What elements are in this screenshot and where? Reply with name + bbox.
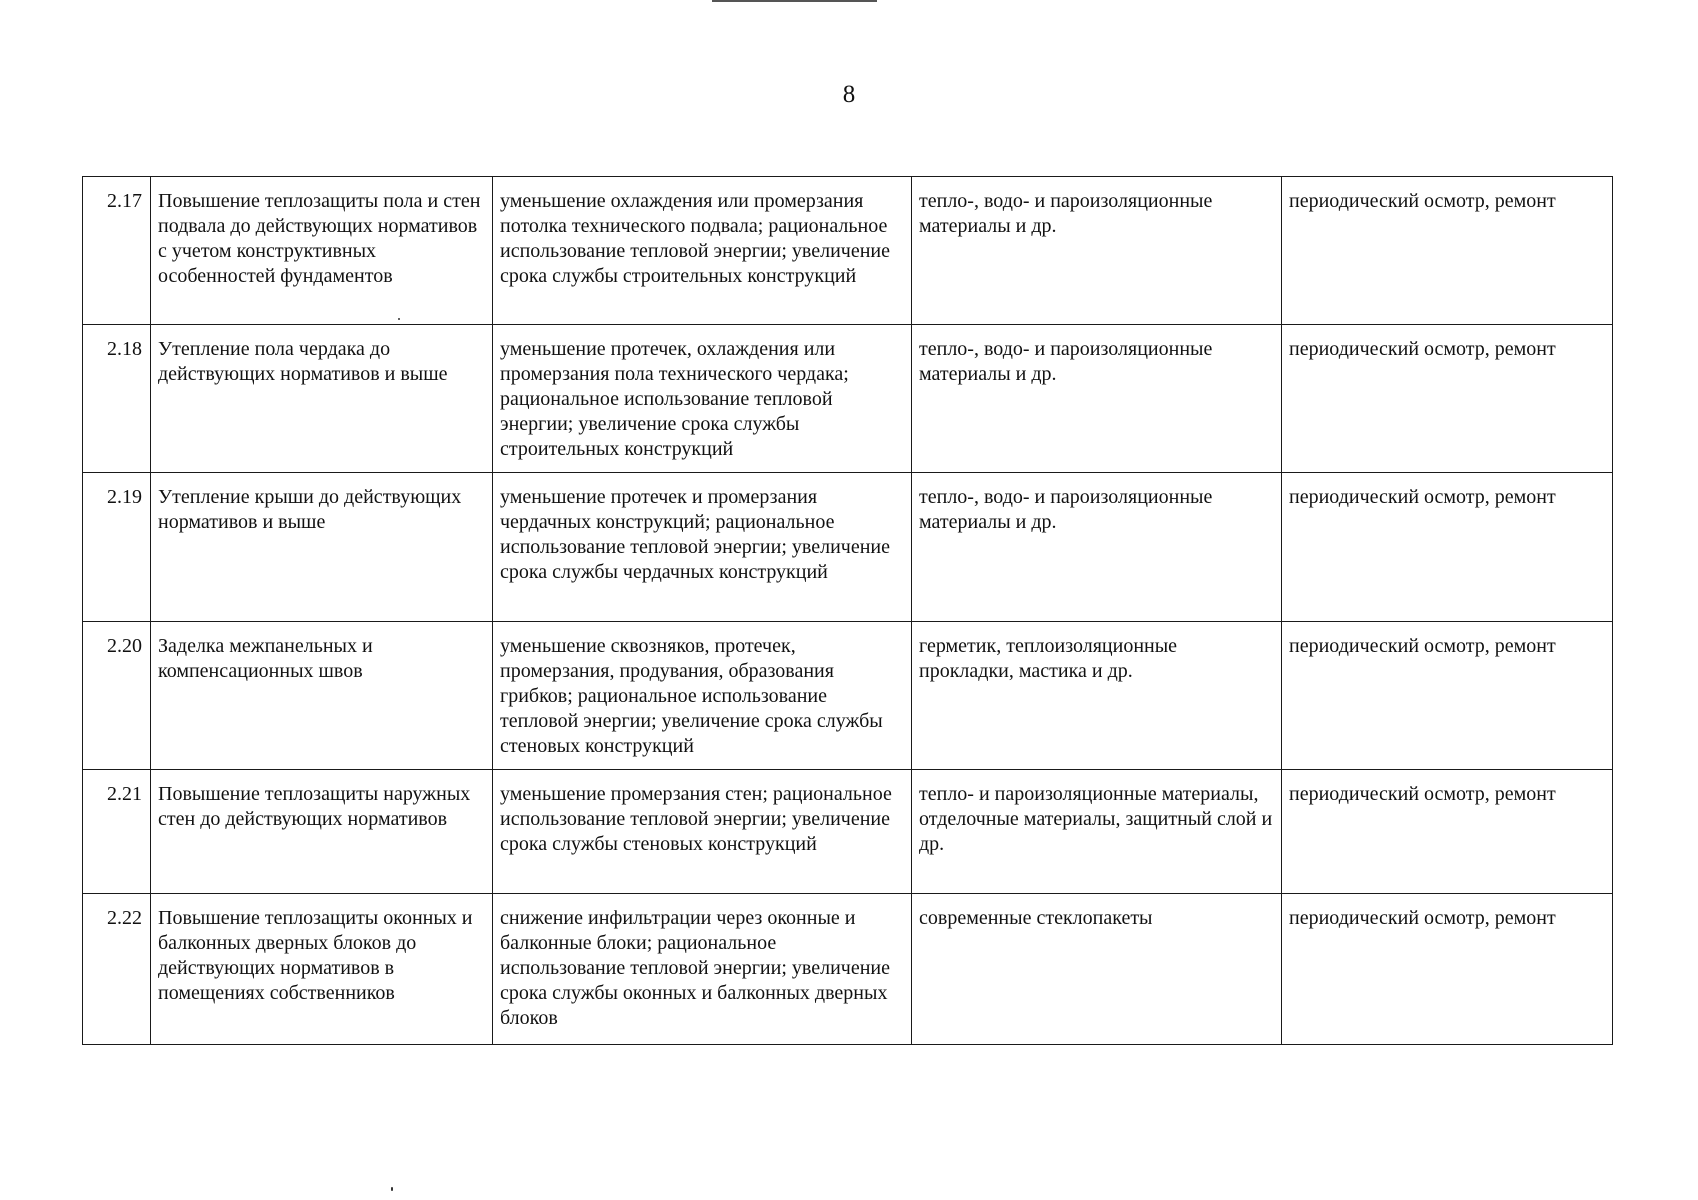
table-row xyxy=(83,325,1613,473)
maintenance-cell: периодический осмотр, ремонт xyxy=(1282,622,1613,770)
measure-cell: Повышение теплозащиты оконных и балконных дверных блоков до действующих нормативов в помещениях собственников xyxy=(151,894,493,1045)
scan-speck xyxy=(391,1187,393,1191)
materials-cell: герметик, теплоизоляционные прокладки, мастика и др. xyxy=(912,622,1282,770)
row-number: 2.21 xyxy=(83,770,151,894)
effect-cell: уменьшение сквозняков, протечек, промерзания, продувания, образования грибков; рациональное использование тепловой энергии; увеличение срока службы стеновых конструкций xyxy=(493,622,912,770)
page-number: 8 xyxy=(842,81,856,108)
table-row xyxy=(83,177,1613,325)
measure-cell: Повышение теплозащиты пола и стен подвала до действующих нормативов с учетом конструктивных особенностей фундаментов xyxy=(151,177,493,325)
maintenance-cell: периодический осмотр, ремонт xyxy=(1282,770,1613,894)
materials-cell: тепло-, водо- и пароизоляционные материалы и др. xyxy=(912,473,1282,622)
measure-cell: Утепление крыши до действующих нормативов и выше xyxy=(151,473,493,622)
materials-cell: современные стеклопакеты xyxy=(912,894,1282,1045)
row-number: 2.19 xyxy=(83,473,151,622)
row-number: 2.20 xyxy=(83,622,151,770)
effect-cell: уменьшение протечек и промерзания чердачных конструкций; рациональное использование тепловой энергии; увеличение срока службы чердачных конструкций xyxy=(493,473,912,622)
measure-cell: Заделка межпанельных и компенсационных швов xyxy=(151,622,493,770)
maintenance-cell: периодический осмотр, ремонт xyxy=(1282,473,1613,622)
materials-cell: тепло- и пароизоляционные материалы, отделочные материалы, защитный слой и др. xyxy=(912,770,1282,894)
measure-cell: Повышение теплозащиты наружных стен до действующих нормативов xyxy=(151,770,493,894)
row-number: 2.22 xyxy=(83,894,151,1045)
table-row xyxy=(83,770,1613,894)
materials-cell: тепло-, водо- и пароизоляционные материалы и др. xyxy=(912,177,1282,325)
materials-cell: тепло-, водо- и пароизоляционные материалы и др. xyxy=(912,325,1282,473)
table-row xyxy=(83,473,1613,622)
table-row xyxy=(83,894,1613,1045)
effect-cell: уменьшение протечек, охлаждения или промерзания пола технического чердака; рациональное использование тепловой энергии; увеличение срока службы строительных конструкций xyxy=(493,325,912,473)
measure-cell: Утепление пола чердака до действующих нормативов и выше xyxy=(151,325,493,473)
maintenance-cell: периодический осмотр, ремонт xyxy=(1282,177,1613,325)
effect-cell: уменьшение охлаждения или промерзания потолка технического подвала; рациональное использование тепловой энергии; увеличение срока службы строительных конструкций xyxy=(493,177,912,325)
effect-cell: уменьшение промерзания стен; рациональное использование тепловой энергии; увеличение срока службы стеновых конструкций xyxy=(493,770,912,894)
maintenance-cell: периодический осмотр, ремонт xyxy=(1282,325,1613,473)
table-row xyxy=(83,622,1613,770)
row-number: 2.17 xyxy=(83,177,151,325)
effect-cell: снижение инфильтрации через оконные и балконные блоки; рациональное использование тепловой энергии; увеличение срока службы оконных и балконных дверных блоков xyxy=(493,894,912,1045)
top-rule xyxy=(712,0,877,2)
scan-speck xyxy=(398,318,400,320)
measures-table xyxy=(82,176,1613,1045)
maintenance-cell: периодический осмотр, ремонт xyxy=(1282,894,1613,1045)
row-number: 2.18 xyxy=(83,325,151,473)
